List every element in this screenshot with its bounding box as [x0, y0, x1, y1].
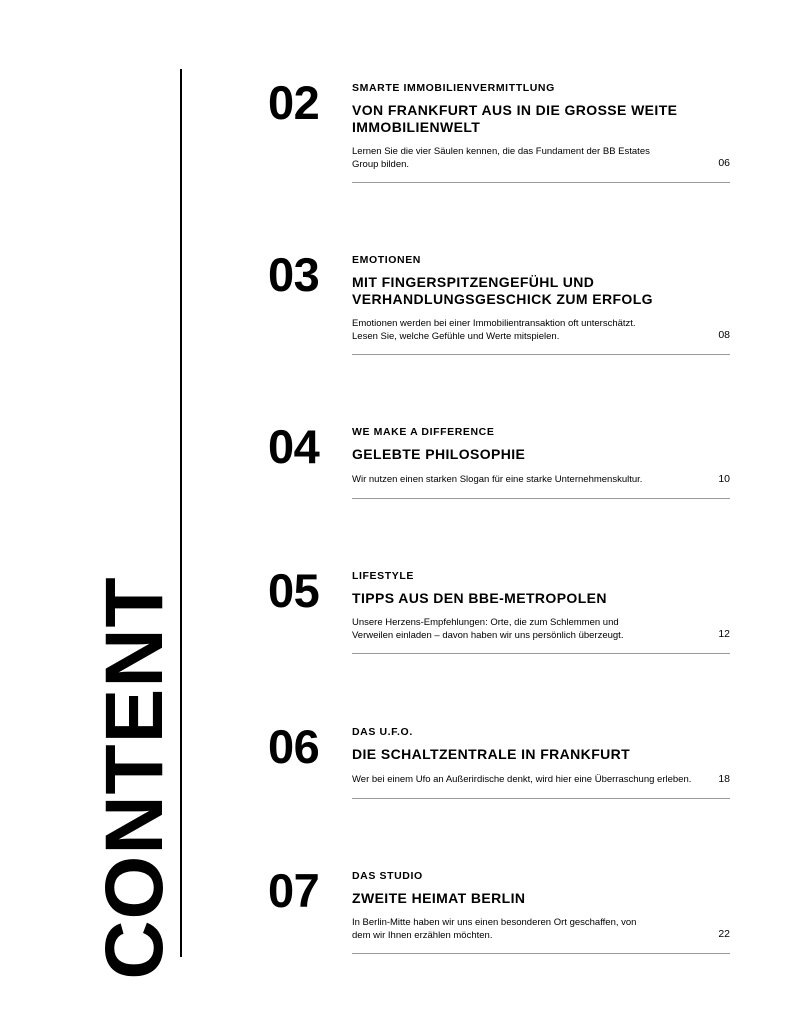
entry-page-number: 18 [718, 773, 730, 785]
entry-headline: MIT FINGERSPITZENGEFÜHL UND VERHANDLUNGSGESCHICK ZUM ERFOLG [352, 274, 653, 307]
entry-number: 03 [268, 248, 320, 301]
entry-page-number: 22 [718, 928, 730, 940]
entry-headline: TIPPS AUS DEN BBE-METROPOLEN [352, 590, 607, 606]
entry-kicker: EMOTIONEN [352, 254, 421, 266]
entry-description: Lernen Sie die vier Säulen kennen, die das Fundament der BB Estates Group bilden. [352, 146, 650, 170]
vertical-divider [180, 69, 182, 957]
entry-page-number: 08 [718, 329, 730, 341]
toc-entry [268, 76, 730, 184]
entry-kicker: WE MAKE A DIFFERENCE [352, 426, 495, 438]
entry-number: 04 [268, 420, 320, 473]
toc-entry [268, 864, 730, 956]
entry-page-number: 10 [718, 473, 730, 485]
entry-kicker: DAS U.F.O. [352, 726, 413, 738]
toc-entry [268, 248, 730, 356]
page-title: CONTENT [89, 576, 180, 980]
entry-divider [352, 498, 730, 499]
entry-headline: GELEBTE PHILOSOPHIE [352, 446, 526, 462]
entry-page-number: 06 [718, 157, 730, 169]
entry-number: 02 [268, 76, 320, 129]
entry-headline: ZWEITE HEIMAT BERLIN [352, 890, 526, 906]
entry-divider [352, 182, 730, 183]
entry-page-number: 12 [718, 628, 730, 640]
toc-entry [268, 720, 730, 801]
entry-headline: VON FRANKFURT AUS IN DIE GROSSE WEITE IMMOBILIENWELT [352, 102, 678, 135]
entry-divider [352, 953, 730, 954]
entry-kicker: SMARTE IMMOBILIENVERMITTLUNG [352, 82, 555, 94]
entry-number: 06 [268, 720, 320, 773]
entry-description: Emotionen werden bei einer Immobilientransaktion oft unterschätzt. Lesen Sie, welche Gefühle und Werte mitspielen. [352, 318, 636, 342]
entry-divider [352, 653, 730, 654]
entry-kicker: LIFESTYLE [352, 570, 414, 582]
entry-description: Wer bei einem Ufo an Außerirdische denkt, wird hier eine Überraschung erleben. [352, 774, 692, 785]
entry-number: 05 [268, 564, 320, 617]
entry-description: In Berlin-Mitte haben wir uns einen besonderen Ort geschaffen, von dem wir Ihnen erzählen möchten. [352, 917, 637, 941]
entry-description: Unsere Herzens-Empfehlungen: Orte, die zum Schlemmen und Verweilen einladen – davon haben wir uns persönlich überzeugt. [352, 617, 624, 641]
entry-divider [352, 798, 730, 799]
entry-number: 07 [268, 864, 320, 917]
entry-kicker: DAS STUDIO [352, 870, 423, 882]
toc-entry [268, 420, 730, 501]
entry-description: Wir nutzen einen starken Slogan für eine starke Unternehmenskultur. [352, 474, 643, 485]
toc-entry [268, 564, 730, 656]
entry-divider [352, 354, 730, 355]
entry-headline: DIE SCHALTZENTRALE IN FRANKFURT [352, 746, 631, 762]
